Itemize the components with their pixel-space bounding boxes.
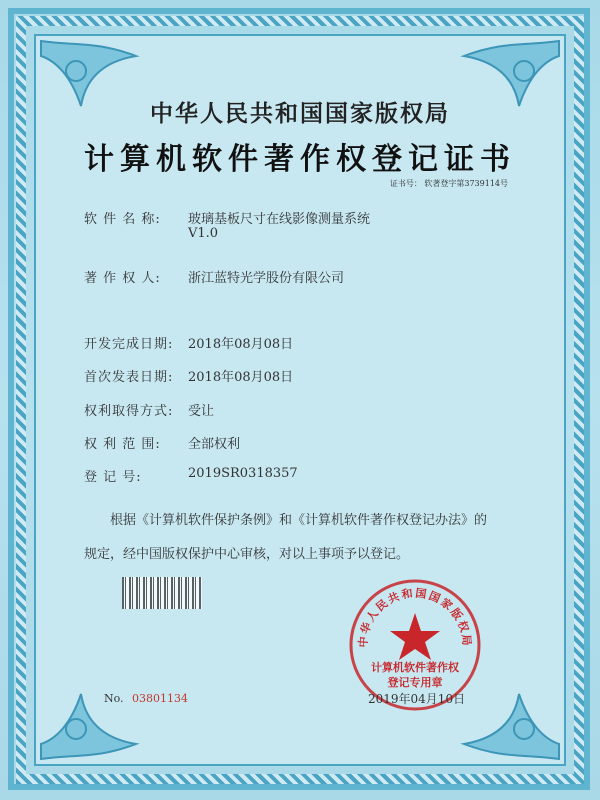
- acquisition-method-value: 受让: [188, 404, 215, 419]
- rights-scope-label: 权 利 范 围:: [84, 437, 161, 452]
- statement-line-1: 根据《计算机软件保护条例》和《计算机软件著作权登记办法》的: [110, 513, 488, 528]
- development-date-label: 开发完成日期:: [84, 337, 174, 352]
- publication-date-label: 首次发表日期:: [84, 370, 174, 385]
- certificate-number: 证书号： 软著登字第3739114号: [389, 179, 508, 188]
- certificate-title: 计算机软件著作权登记证书: [84, 142, 516, 177]
- seal-text-line-2: 登记专用章: [387, 676, 443, 689]
- copyright-owner-label: 著 作 权 人:: [84, 271, 161, 286]
- issuer-title: 中华人民共和国国家版权局: [150, 100, 450, 127]
- rights-scope-value: 全部权利: [188, 437, 241, 452]
- issue-date: 2019年04月10日: [368, 692, 466, 706]
- statement-line-2: 规定，经中国版权保护中心审核，对以上事项予以登记。: [84, 547, 410, 562]
- corner-ornament-icon: [36, 674, 146, 764]
- seal-text-line-1: 计算机软件著作权: [371, 661, 459, 674]
- serial-number-label: No.: [104, 692, 124, 705]
- serial-number-value: 03801134: [132, 692, 188, 705]
- registration-number-value: 2019SR0318357: [188, 466, 298, 481]
- development-date-value: 2018年08月08日: [188, 337, 294, 352]
- acquisition-method-label: 权利取得方式:: [84, 404, 174, 419]
- registration-number-label: 登 记 号:: [84, 470, 142, 485]
- software-name-label: 软 件 名 称:: [84, 212, 161, 227]
- seal-ring-text: 中华人民共和国国家版权局: [356, 586, 474, 649]
- software-name-value: 玻璃基板尺寸在线影像测量系统: [188, 212, 371, 227]
- barcode: [122, 577, 202, 609]
- software-version-value: V1.0: [188, 226, 219, 241]
- publication-date-value: 2018年08月08日: [188, 370, 294, 385]
- seal-star-icon: [390, 613, 440, 660]
- copyright-owner-value: 浙江蓝特光学股份有限公司: [188, 271, 345, 286]
